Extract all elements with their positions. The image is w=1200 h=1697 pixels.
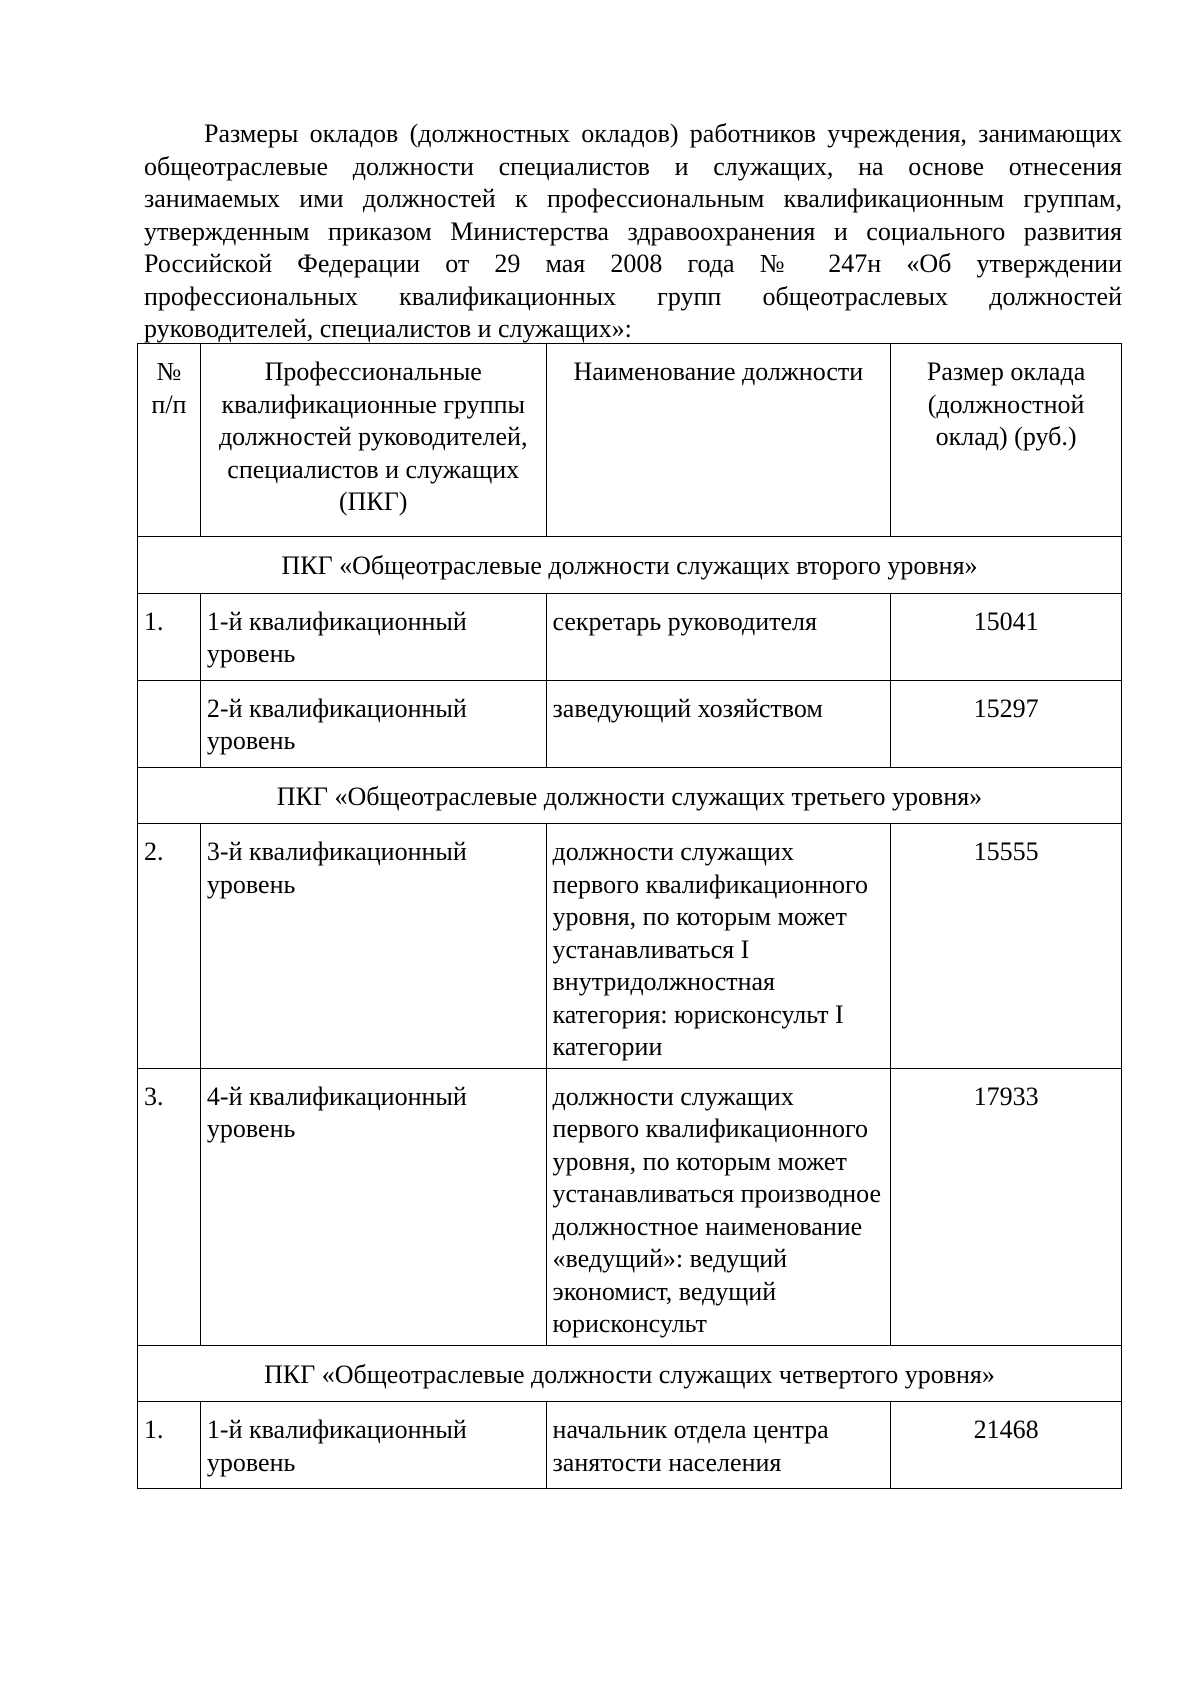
section-row xyxy=(138,537,1122,594)
table-row xyxy=(138,1068,1122,1345)
row-num xyxy=(138,680,201,767)
section-title: ПКГ «Общеотраслевые должности служащих второго уровня» xyxy=(138,537,1122,594)
section-title: ПКГ «Общеотраслевые должности служащих четвертого уровня» xyxy=(138,1345,1122,1402)
intro-text: Размеры окладов (должностных окладов) работников учреждения, занимающих общеотраслевые должности специалистов и служащих, на основе отнесения занимаемых ими должностей к профессиональным квалификационным группам, утвержденным приказом Министерства здравоохранения и социального развития Российской Федерации от 29 мая 2008 года № 247н «Об утверждении профессиональных квалификационных групп общеотраслевых должностей руководителей, специалистов и служащих»: xyxy=(144,119,1122,343)
intro-paragraph xyxy=(144,118,1122,346)
row-position: начальник отдела центра занятости населения xyxy=(546,1402,891,1489)
row-num: 1. xyxy=(138,593,201,680)
table-header-row xyxy=(138,344,1122,537)
salary-table xyxy=(137,343,1122,1489)
row-salary: 15297 xyxy=(891,680,1122,767)
table-row xyxy=(138,824,1122,1069)
section-row xyxy=(138,767,1122,824)
row-num: 1. xyxy=(138,1402,201,1489)
header-salary: Размер оклада (должностной оклад) (руб.) xyxy=(891,344,1122,537)
header-group: Профессиональные квалификационные группы должностей руководителей, специалистов и служащих (ПКГ) xyxy=(200,344,546,537)
section-row xyxy=(138,1345,1122,1402)
header-num: № п/п xyxy=(138,344,201,537)
row-level: 1-й квалификационный уровень xyxy=(200,1402,546,1489)
row-num: 2. xyxy=(138,824,201,1069)
row-position: должности служащих первого квалификационного уровня, по которым может устанавливаться I внутридолжностная категория: юрисконсульт I категории xyxy=(546,824,891,1069)
row-level: 1-й квалификационный уровень xyxy=(200,593,546,680)
row-level: 2-й квалификационный уровень xyxy=(200,680,546,767)
row-position: должности служащих первого квалификационного уровня, по которым может устанавливаться производное должностное наименование «ведущий»: ведущий экономист, ведущий юрисконсульт xyxy=(546,1068,891,1345)
header-position: Наименование должности xyxy=(546,344,891,537)
row-salary: 17933 xyxy=(891,1068,1122,1345)
row-position: секретарь руководителя xyxy=(546,593,891,680)
row-level: 3-й квалификационный уровень xyxy=(200,824,546,1069)
table-row xyxy=(138,593,1122,680)
row-num: 3. xyxy=(138,1068,201,1345)
row-position: заведующий хозяйством xyxy=(546,680,891,767)
section-title: ПКГ «Общеотраслевые должности служащих третьего уровня» xyxy=(138,767,1122,824)
row-salary: 15555 xyxy=(891,824,1122,1069)
row-level: 4-й квалификационный уровень xyxy=(200,1068,546,1345)
row-salary: 15041 xyxy=(891,593,1122,680)
row-salary: 21468 xyxy=(891,1402,1122,1489)
table-row xyxy=(138,1402,1122,1489)
table-row xyxy=(138,680,1122,767)
